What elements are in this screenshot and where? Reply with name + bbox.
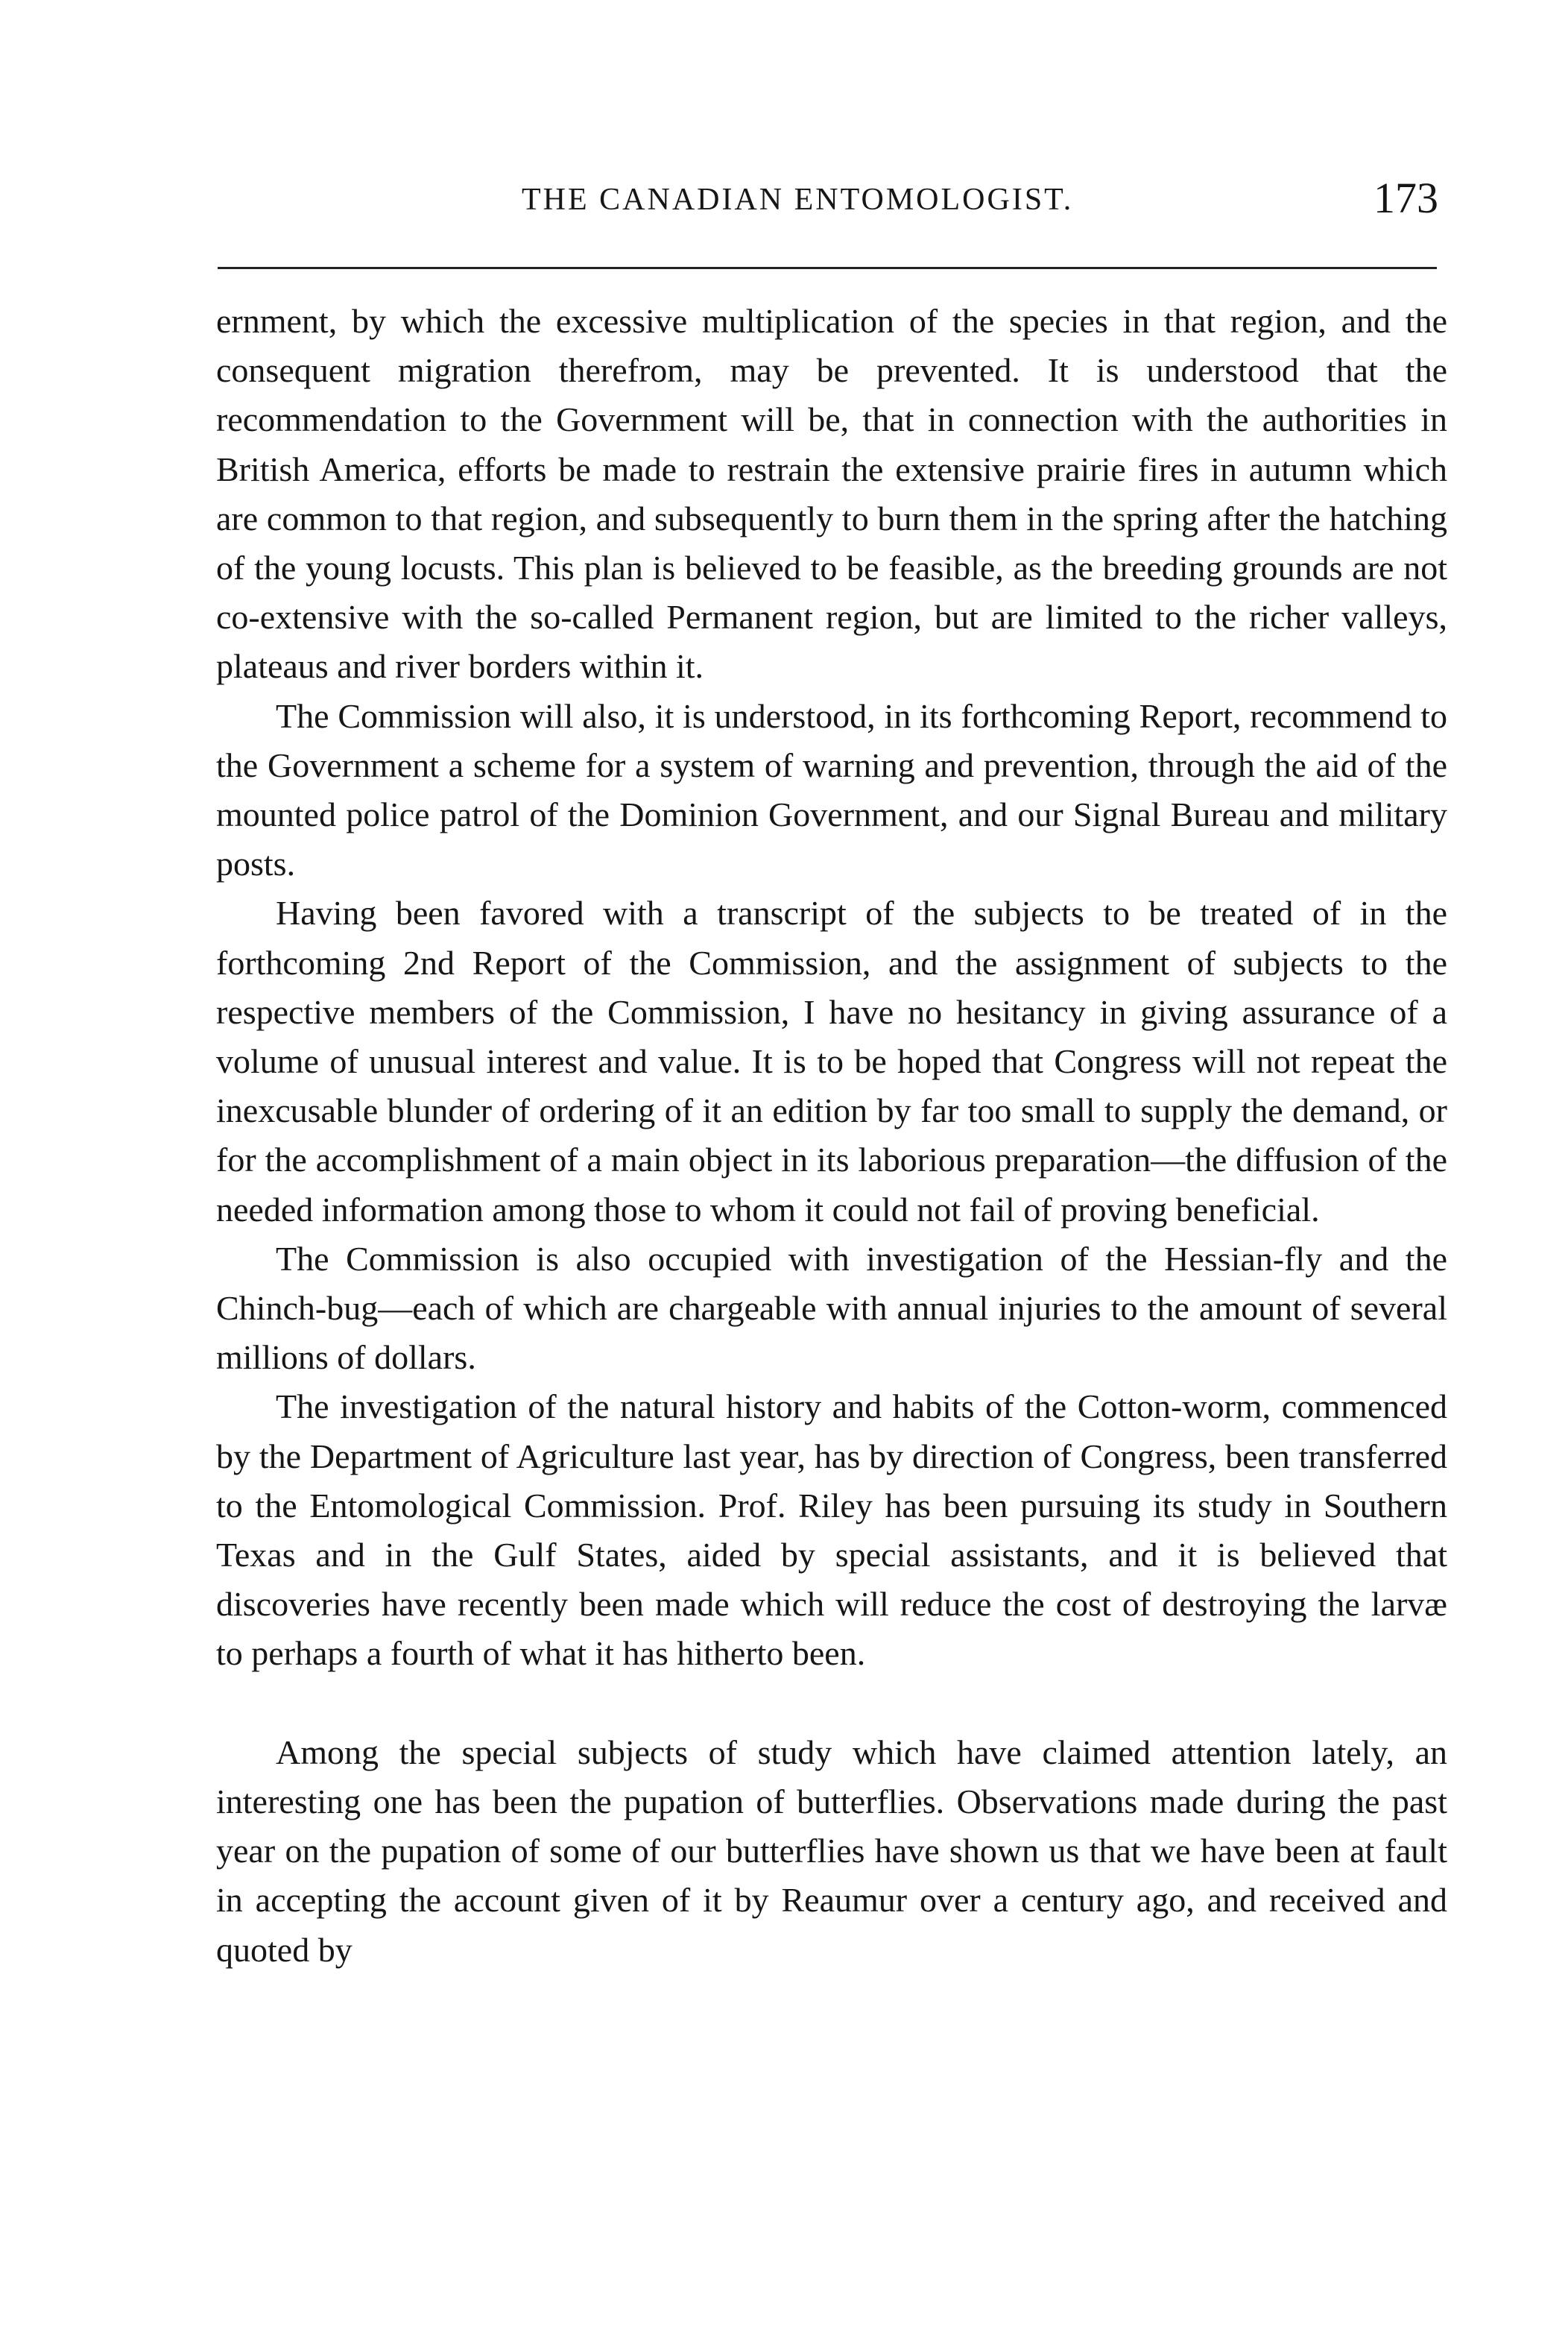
paragraph: Having been favored with a transcript of the subjects to be treated of in the forthcoming 2nd Report of the Commission, and the assignment of subjects to the respective members of the Commission, I have no hesitancy in giving assurance of a volume of unusual interest and value. It is to be hoped that Congress will not repeat the inexcusable blunder of ordering of it an edition by far too small to supply the demand, or for the accomplishment of a main object in its laborious preparation—the diffusion of the needed information among those to whom it could not fail of proving beneficial. [216,894,1447,1229]
paragraph: The Commission is also occupied with investigation of the Hessian-fly and the Chinch-bug—each of which are chargeable with annual injuries to the amount of several millions of dollars. [216,1239,1447,1377]
page-header [216,176,1447,236]
paragraph: The Commission will also, it is understood, in its forthcoming Report, recommend to the Government a scheme for a system of warning and prevention, through the aid of the mounted police patrol of the Dominion Government, and our Signal Bureau and military posts. [216,696,1447,883]
paragraph: The investigation of the natural history and habits of the Cotton-worm, commenced by the Department of Agriculture last year, has by direction of Congress, been transferred to the Entomological Commission. Prof. Riley has been pursuing its study in Southern Texas and in the Gulf States, aided by special assistants, and it is believed that discoveries have recently been made which will reduce the cost of destroying the larvæ to perhaps a fourth of what it has hitherto been. [216,1387,1447,1673]
page-number: 173 [1373,174,1438,222]
body-text [216,297,1447,1975]
paragraph: ernment, by which the excessive multiplication of the species in that region, and the consequent migration therefrom, may be prevented. It is understood that the recommendation to the Government will be, that in connection with the authorities in British America, efforts be made to restrain the extensive prairie fires in autumn which are common to that region, and subsequently to burn them in the spring after the hatching of the young locusts. This plan is believed to be feasible, as the breeding grounds are not co-extensive with the so-called Permanent region, but are limited to the richer valleys, plateaus and river borders within it. [216,302,1447,686]
paragraph: Among the special subjects of study which have claimed attention lately, an interesting one has been the pupation of butterflies. Observations made during the past year on the pupation of some of our butterflies have shown us that we have been at fault in accepting the account given of it by Reaumur over a century ago, and received and quoted by [216,1732,1447,1969]
running-title: THE CANADIAN ENTOMOLOGIST. [522,183,1074,217]
header-rule [218,267,1437,269]
